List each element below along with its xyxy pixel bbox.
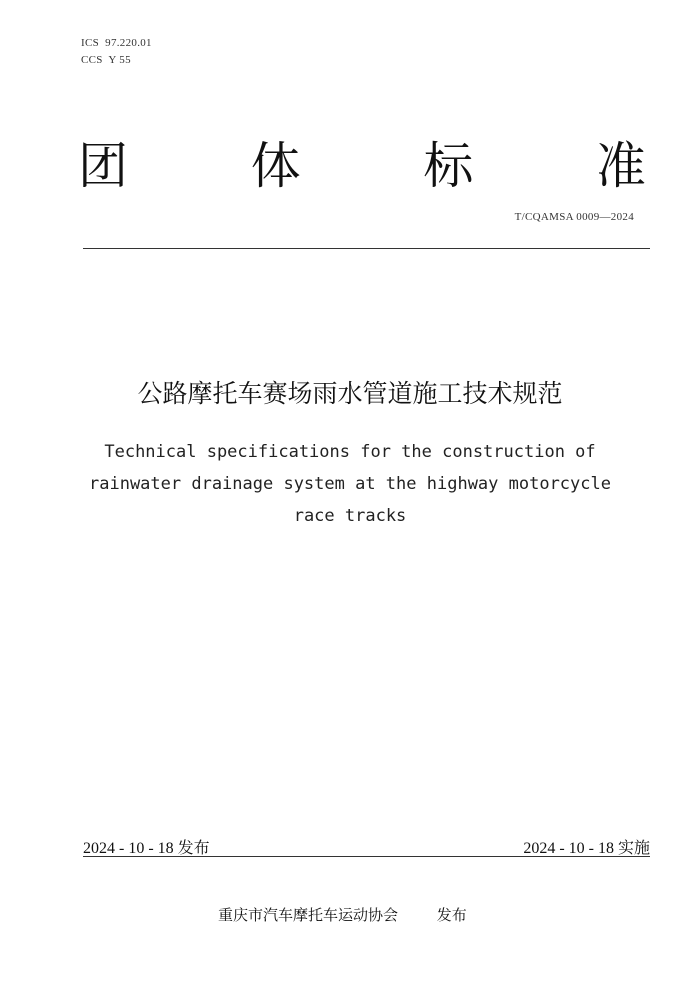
title-english-line: race tracks bbox=[293, 506, 407, 526]
classification-codes bbox=[81, 35, 152, 69]
publisher-label: 发布 bbox=[436, 906, 467, 924]
implement-date: 2024 - 10 - 18 bbox=[523, 840, 614, 857]
standard-type-heading bbox=[78, 138, 646, 194]
implement-date-block bbox=[523, 835, 650, 858]
title-english-line: rainwater drainage system at the highway motorcycle bbox=[89, 474, 611, 494]
standard-type-char: 准 bbox=[595, 137, 646, 195]
dates-row bbox=[83, 833, 650, 857]
implement-label: 实施 bbox=[617, 838, 650, 857]
issue-date: 2024 - 10 - 18 bbox=[83, 840, 174, 857]
title-english bbox=[40, 436, 660, 532]
bottom-divider bbox=[83, 856, 650, 857]
issue-date-block bbox=[83, 835, 210, 858]
publisher-line bbox=[218, 904, 467, 925]
ics-value: 97.220.01 bbox=[105, 37, 152, 49]
standard-number: T/CQAMSA 0009—2024 bbox=[514, 211, 634, 223]
standard-type-char: 团 bbox=[78, 137, 128, 195]
standard-type-char: 体 bbox=[250, 137, 301, 195]
ccs-code-row bbox=[81, 52, 152, 69]
publisher-name: 重庆市汽车摩托车运动协会 bbox=[218, 906, 399, 924]
title-chinese: 公路摩托车赛场雨水管道施工技术规范 bbox=[137, 379, 563, 408]
standard-type-char: 标 bbox=[423, 137, 474, 195]
ics-label: ICS bbox=[81, 37, 100, 49]
ics-code-row bbox=[81, 35, 152, 52]
ccs-label: CCS bbox=[81, 54, 103, 66]
top-divider bbox=[83, 248, 650, 249]
ccs-value: Y 55 bbox=[108, 54, 131, 66]
issue-label: 发布 bbox=[177, 838, 210, 857]
title-english-line: Technical specifications for the construction of bbox=[104, 442, 596, 462]
